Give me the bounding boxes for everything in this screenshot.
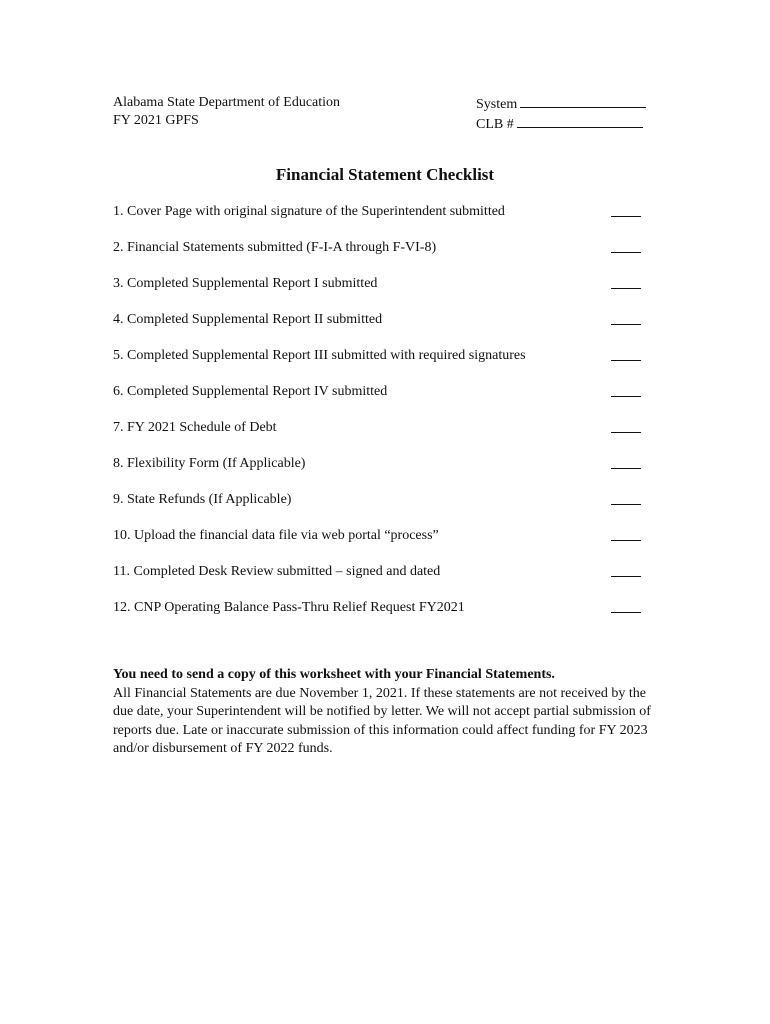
clb-label: CLB # <box>476 117 514 132</box>
checklist-item-text: 4. Completed Supplemental Report II submitted <box>113 312 383 327</box>
checklist-item <box>113 526 643 562</box>
checklist-item-blank[interactable] <box>611 396 641 397</box>
checklist-item-text: 8. Flexibility Form (If Applicable) <box>113 456 306 471</box>
page-title: Financial Statement Checklist <box>275 165 495 184</box>
checklist-item-blank[interactable] <box>611 540 641 541</box>
checklist-item <box>113 418 643 454</box>
checklist-item-blank[interactable] <box>611 504 641 505</box>
checklist-item <box>113 274 643 310</box>
checklist-item-text: 11. Completed Desk Review submitted – signed and dated <box>113 564 441 579</box>
notice-body: All Financial Statements are due November 1, 2021. If these statements are not received by the due date, your Superintendent will be notified by letter. We will not accept partial submission of reports due. Late or inaccurate submission of this information could affect funding for FY 2023 and/or disbursement of FY 2022 funds. <box>113 685 651 756</box>
checklist-item-text: 10. Upload the financial data file via web portal “process” <box>113 528 439 543</box>
organization-name: Alabama State Department of Education <box>113 95 341 110</box>
checklist-item <box>113 490 643 526</box>
notice-heading: You need to send a copy of this worksheet with your Financial Statements. <box>113 667 555 682</box>
checklist-item <box>113 202 643 238</box>
checklist-item-blank[interactable] <box>611 360 641 361</box>
header-right <box>476 94 646 134</box>
checklist-item <box>113 310 643 346</box>
checklist-item-text: 7. FY 2021 Schedule of Debt <box>113 420 277 435</box>
checklist-item-text: 5. Completed Supplemental Report III submitted with required signatures <box>113 348 526 363</box>
clb-blank[interactable] <box>517 114 643 128</box>
checklist-item-blank[interactable] <box>611 324 641 325</box>
checklist-item-blank[interactable] <box>611 288 641 289</box>
notice-paragraph <box>113 666 658 759</box>
checklist-item <box>113 562 643 598</box>
checklist-item-text: 9. State Refunds (If Applicable) <box>113 492 292 507</box>
checklist-item <box>113 454 643 490</box>
checklist-item-blank[interactable] <box>611 468 641 469</box>
system-blank[interactable] <box>520 94 646 108</box>
checklist-item <box>113 598 643 634</box>
checklist-item <box>113 346 643 382</box>
checklist-item-text: 1. Cover Page with original signature of the Superintendent submitted <box>113 204 505 219</box>
system-label: System <box>476 97 518 112</box>
system-field <box>476 94 646 114</box>
header-left <box>113 94 340 130</box>
checklist <box>113 202 643 634</box>
clb-field <box>476 114 646 134</box>
checklist-item-text: 6. Completed Supplemental Report IV submitted <box>113 384 388 399</box>
checklist-item-text: 12. CNP Operating Balance Pass-Thru Relief Request FY2021 <box>113 600 465 615</box>
checklist-item-blank[interactable] <box>611 216 641 217</box>
checklist-item-text: 3. Completed Supplemental Report I submitted <box>113 276 378 291</box>
checklist-item-text: 2. Financial Statements submitted (F-I-A through F-VI-8) <box>113 240 437 255</box>
checklist-item-blank[interactable] <box>611 612 641 613</box>
checklist-item <box>113 382 643 418</box>
report-name: FY 2021 GPFS <box>113 113 199 128</box>
checklist-item-blank[interactable] <box>611 432 641 433</box>
checklist-item <box>113 238 643 274</box>
checklist-item-blank[interactable] <box>611 576 641 577</box>
checklist-item-blank[interactable] <box>611 252 641 253</box>
